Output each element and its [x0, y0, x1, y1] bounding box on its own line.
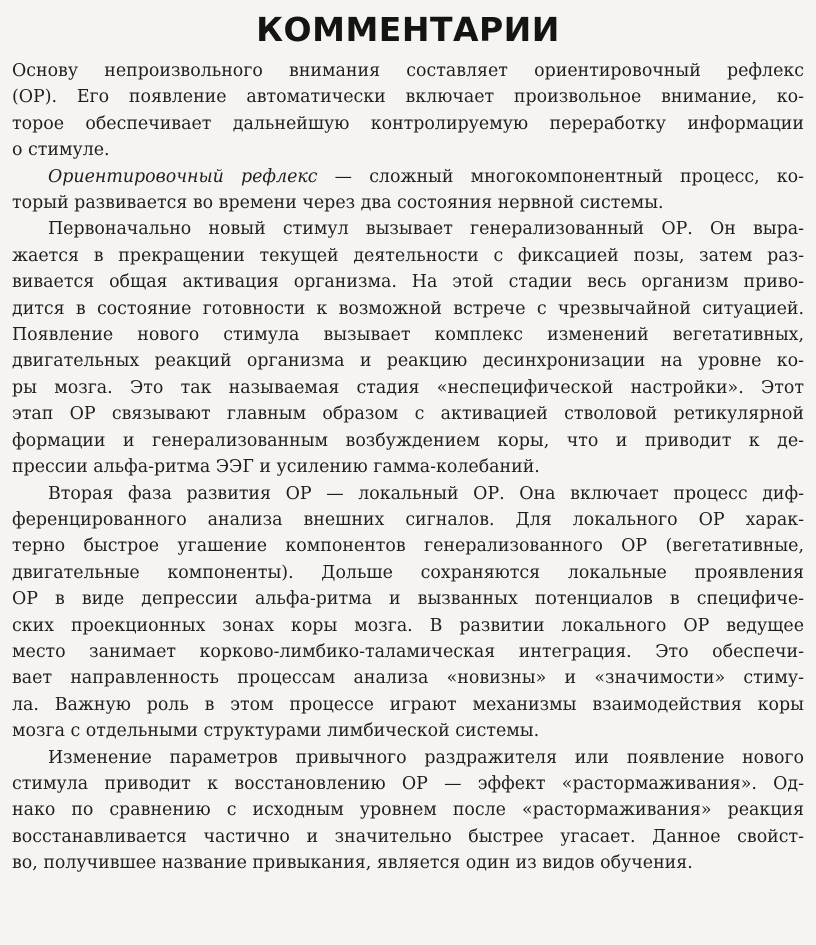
text-line: (ОР). Его появление автоматически включает произвольное внимание, ко-	[12, 87, 804, 108]
text-line: жается в прекращении текущей деятельности с фиксацией позы, затем раз-	[12, 245, 804, 266]
text-line: двигательных реакций организма и реакцию десинхронизации на уровне ко-	[12, 351, 804, 372]
text-line: торое обеспечивает дальнейшую контролируемую переработку информации	[12, 113, 804, 134]
text-line	[12, 164, 804, 190]
text-line: этап ОР связывают главным образом с активацией стволовой ретикулярной	[12, 404, 804, 425]
text-line: о стимуле.	[12, 140, 110, 161]
text-line: прессии альфа-ритма ЭЭГ и усилению гамма-колебаний.	[12, 457, 540, 478]
text-line: вает направленность процессам анализа «новизны» и «значимости» стиму-	[12, 668, 804, 689]
paragraph	[12, 216, 804, 480]
text-line: мозга с отдельными структурами лимбической системы.	[12, 721, 540, 742]
text-line: ских проекционных зонах коры мозга. В развитии локального ОР ведущее	[12, 615, 804, 636]
text-line: нако по сравнению с исходным уровнем после «растормаживания» реакция	[12, 800, 804, 821]
text-line: Изменение параметров привычного раздражителя или появление нового	[48, 747, 804, 768]
document-body	[12, 58, 804, 877]
text-line: ры мозга. Это так называемая стадия «неспецифической настройки». Этот	[12, 377, 804, 398]
text-line: вивается общая активация организма. На этой стадии весь организм приво-	[12, 272, 804, 293]
paragraph	[12, 164, 804, 217]
paragraph	[12, 58, 804, 164]
text-line: формации и генерализованным возбуждением коры, что и приводит к де-	[12, 430, 804, 451]
italic-term: Ориентировочный рефлекс	[48, 166, 318, 187]
text-fragment: — сложный многокомпонентный процесс, ко-	[317, 166, 804, 187]
text-line: терно быстрое угашение компонентов генерализованного ОР (вегетативные,	[12, 536, 804, 557]
text-line: Первоначально новый стимул вызывает генерализованный ОР. Он выра-	[48, 219, 804, 240]
paragraph	[12, 481, 804, 745]
text-line: Вторая фаза развития ОР — локальный ОР. Она включает процесс диф-	[48, 483, 804, 504]
page-title: КОММЕНТАРИИ	[256, 10, 560, 49]
text-line: стимула приводит к восстановлению ОР — эффект «растормаживания». Од-	[12, 773, 804, 794]
paragraph	[12, 745, 804, 877]
text-line: ла. Важную роль в этом процессе играют механизмы взаимодействия коры	[12, 694, 804, 715]
text-line: ференцированного анализа внешних сигналов. Для локального ОР харак-	[12, 509, 804, 530]
text-line: Появление нового стимула вызывает комплекс изменений вегетативных,	[12, 325, 804, 346]
text-line: дится в состояние готовности к возможной встрече с чрезвычайной ситуацией.	[12, 298, 804, 319]
text-line: место занимает корково-лимбико-таламическая интеграция. Это обеспечи-	[12, 641, 804, 662]
text-line: восстанавливается частично и значительно быстрее угасает. Данное свойст-	[12, 826, 804, 847]
text-line: во, получившее название привыкания, является один из видов обучения.	[12, 853, 693, 874]
text-line: ОР в виде депрессии альфа-ритма и вызванных потенциалов в специфиче-	[12, 589, 804, 610]
text-line: Основу непроизвольного внимания составляет ориентировочный рефлекс	[12, 61, 804, 81]
text-line: торый развивается во времени через два состояния нервной системы.	[12, 193, 664, 214]
text-line: двигательные компоненты). Дольше сохраняются локальные проявления	[12, 562, 804, 583]
